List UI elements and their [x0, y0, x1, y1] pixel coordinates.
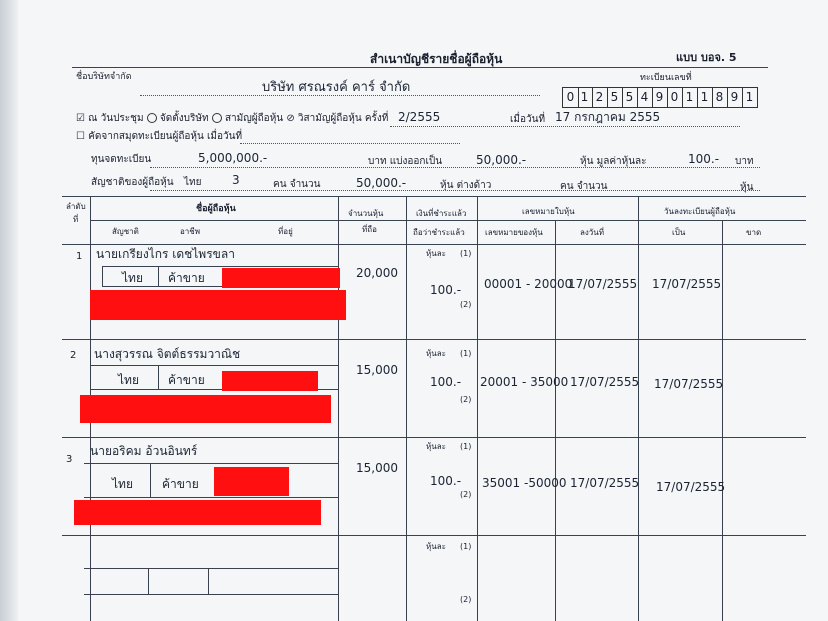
checkbox-checked-icon[interactable]: ☑	[76, 113, 85, 124]
redaction	[222, 371, 318, 391]
date-label: เมื่อวันที่	[510, 114, 546, 125]
redaction	[90, 290, 346, 320]
redaction	[80, 395, 331, 423]
session-value: 2/2555	[398, 110, 441, 124]
form-code: แบบ บอจ. 5	[676, 51, 737, 64]
radio-copy[interactable]	[212, 113, 222, 123]
holder-name: นายเกรียงไกร เดชไพรขลา	[96, 247, 235, 261]
form-title: สำเนาบัญชีรายชื่อผู้ถือหุ้น	[370, 52, 503, 66]
radio-founding[interactable]	[147, 113, 157, 123]
reg-label: ทะเบียนเลขที่	[640, 73, 692, 83]
total-shares: 50,000.-	[476, 153, 527, 167]
company-name: บริษัท ศรณรงค์ คาร์ จำกัด	[262, 80, 411, 95]
redaction	[214, 467, 289, 496]
checkbox-empty-icon[interactable]: ☐	[76, 131, 85, 142]
page-edge-shadow	[0, 0, 18, 621]
redaction	[74, 500, 321, 525]
par-value: 100.-	[688, 152, 720, 166]
capital-label: ทุนจดทะเบียน	[91, 154, 152, 165]
capital-value: 5,000,000.-	[198, 151, 268, 165]
holder-name: นางสุวรรณ จิตต์ธรรมวาณิช	[94, 347, 241, 361]
option-row: ☑ ณ วันประชุม จัดตั้งบริษัท สามัญผู้ถือหุ้น ⊘ วิสามัญผู้ถือหุ้น ครั้งที่	[76, 113, 389, 124]
form-page: ​ สำเนาบัญชีรายชื่อผู้ถือหุ้น แบบ บอจ. 5 ชื่อบริษัทจำกัด บริษัท ศรณรงค์ คาร์ จำกัด ทะเบียนเลขที่ 0 1 2 5 5 4 9 0 1 1 8 9 1 ☑ ณ วันประชุม จัดตั้งบริษัท สามัญผู้ถือหุ้น ⊘ วิสามัญผู้ถือหุ้น ครั้งที่ 2/2555 เมื่อวันที่ 17 กรกฎาคม 2555 ☐ คัดจากสมุดทะเบียนผู้ถือหุ้น เมื่อวันที่ ทุนจดทะเบียน 5,000,000.- บาท แบ่งออกเป็น 50,000.- หุ้น มูลค่าหุ้นละ 100.- บาท สัญชาติของผู้ถือหุ้น ไทย 3 คน จำนวน 50,000.- หุ้น ต่างด้าว คน จำนวน หุ้น ลำดับ ที่ ชื่อผู้ถือหุ้น สัญชาติ อาชีพ ที่อยู่ จำนวนหุ้น ที่ถือ เงินที่ชำระแล้ว ถือว่าชำระแล้ว เลขหมายใบหุ้น เลขหมายของหุ้น ลงวันที่ วันลงทะเบียนผู้ถือหุ้น เป็น ขาด 1 นายเกรียงไกร เดชไพรขลา ไทย ค้าขาย 20,000 หุ้นละ (1) 100.- (2) 00001 - 20000 17/07/2555 17/07/2555 2 นางสุวรรณ จิตต์ธรรมวาณิช ไทย ค้าขาย 15,000 หุ้นละ (1) 100.- (2) 20001 - 35000 17/07/2555 17/07/2555 3 นายอริคม อ้วนอินทร์ ไทย ค้าขาย 15,000 หุ้นละ (1) 100.- (2) 35001 -50000 17/07/2555 17/07/2555 หุ้นละ (1) (2)	[0, 0, 828, 621]
radio-checked-icon[interactable]: ⊘	[286, 113, 295, 124]
redaction	[222, 268, 340, 288]
holder-name: นายอริคม อ้วนอินทร์	[90, 444, 198, 458]
company-label: ชื่อบริษัทจำกัด	[76, 72, 132, 82]
date-value: 17 กรกฎาคม 2555	[555, 110, 661, 124]
watermark: ​	[426, 80, 470, 96]
from-book-row: ☐ คัดจากสมุดทะเบียนผู้ถือหุ้น เมื่อวันที่	[76, 131, 243, 142]
